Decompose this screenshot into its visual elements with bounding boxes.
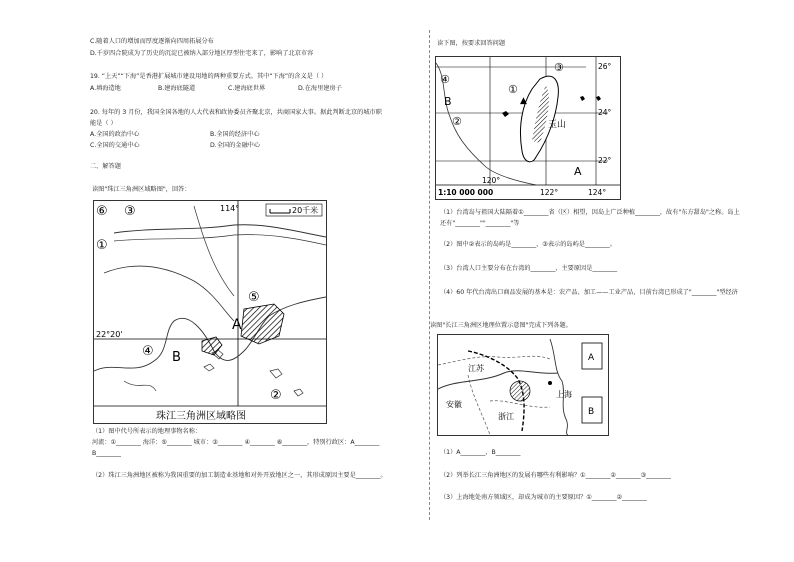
q19-option-c: C.建海底世界 bbox=[228, 85, 266, 92]
question-20-cont: 能是（ ） bbox=[90, 120, 117, 127]
map2-lat-24: 24° bbox=[598, 108, 612, 117]
yangtze-delta-map bbox=[437, 334, 609, 436]
option-c: C.随着人口的增加而厚度逐渐向四周拓展分布 bbox=[90, 38, 214, 45]
map2-lon-122: 122° bbox=[540, 188, 559, 197]
question-22-intro: 读图"长江三角洲区地理位置示意图"完成下列各题。 bbox=[430, 322, 572, 329]
q19-option-b: B.建海底隧道 bbox=[158, 85, 196, 92]
question-22-1: （1）A________，B________ bbox=[440, 449, 521, 456]
question-21-1: （1）图中代号所表示的地理事物名称： bbox=[92, 428, 202, 435]
map2-lon-120: 120° bbox=[482, 176, 501, 185]
map1-label-6: ⑥ bbox=[96, 204, 108, 219]
right-q2: （2）图中②表示的岛屿是________，③表示的岛屿是________。 bbox=[440, 241, 616, 248]
map1-latitude: 22°20' bbox=[96, 330, 123, 339]
map2-label-a: A bbox=[574, 165, 582, 178]
map2-scale: 1:10 000 000 bbox=[438, 188, 494, 197]
map2-label-yushan: 玉山 bbox=[548, 120, 567, 130]
map1-caption: 珠江三角洲区域略图 bbox=[156, 411, 246, 422]
option-d: D.千岁四合院成为了历史的沉淀已被纳入部分地区厚型住宅来了，影响了北京市容 bbox=[90, 50, 314, 57]
map3-label-jiangsu: 江苏 bbox=[468, 364, 484, 373]
map2-label-3: ③ bbox=[554, 61, 564, 74]
map3-label-zhejiang: 浙江 bbox=[498, 412, 514, 421]
taiwan-map bbox=[435, 56, 621, 200]
map1-label-b: B bbox=[172, 350, 181, 365]
map1-label-5: ⑤ bbox=[248, 290, 260, 305]
map2-lon-124: 124° bbox=[588, 188, 607, 197]
section-heading: 二、解答题 bbox=[90, 163, 121, 170]
pearl-river-delta-map bbox=[93, 200, 327, 424]
map1-label-a: A bbox=[232, 317, 242, 333]
question-21-1-blanks: 河流：①________ 海洋：⑤________ 城市：③________ ④________ ⑥________，特别行政区：A________ bbox=[92, 439, 380, 446]
q20-option-b: B.全国的经济中心 bbox=[210, 131, 260, 138]
map3-box-a: A bbox=[588, 353, 595, 363]
right-q1: （1）台湾岛与祖国大陆隔着①________省（区）相望，因岛上广泛种植________，故有"东方甜岛"之称。岛上 bbox=[440, 209, 740, 216]
question-20: 20. 每年的 3 月份，我国全国各地的人大代表和政协委员齐聚北京，共商国家大事。据此判断北京的城市职 bbox=[90, 109, 382, 116]
yangtze-delta-map-drawing bbox=[438, 335, 608, 435]
map2-peak-icon: ▲ bbox=[520, 96, 527, 106]
right-q4: （4）60 年代台湾出口商品发展的基本是：农产品、加工——工业产品，目前台湾已形成了"________"型经济 bbox=[440, 289, 738, 296]
question-19: 19. “上天”“下海”是香港扩展城市建设用地的两种重要方式。其中“下海”的含义是（ ） bbox=[90, 73, 328, 80]
question-22-3: （3）上海地处南方领域区，却成为城市的主要原因？①________②________ bbox=[440, 494, 647, 501]
map3-box-b: B bbox=[588, 407, 595, 417]
taiwan-map-drawing bbox=[436, 57, 620, 199]
map3-label-shanghai: 上海 bbox=[556, 390, 572, 399]
q19-option-d: D.在海里建房子 bbox=[298, 85, 342, 92]
map1-scale: 20千米 bbox=[292, 206, 319, 215]
map1-label-4: ④ bbox=[142, 344, 154, 359]
map1-label-2: ② bbox=[270, 388, 282, 403]
q20-option-d: D.全国的金融中心 bbox=[210, 142, 261, 149]
map2-lat-22: 22° bbox=[598, 156, 612, 165]
q20-option-a: A.全国的政治中心 bbox=[90, 131, 140, 138]
q19-option-a: A.填海造地 bbox=[90, 85, 121, 92]
question-21-intro: 读图"珠江三角洲区域略图"，回答： bbox=[92, 186, 191, 193]
map2-label-2: ② bbox=[452, 115, 462, 128]
map1-longitude: 114° bbox=[220, 204, 240, 213]
column-divider bbox=[429, 30, 430, 520]
map3-label-anhui: 安徽 bbox=[446, 400, 462, 409]
map1-label-1: ① bbox=[96, 238, 108, 253]
right-q1-cont: 还有"________""________"等 bbox=[440, 220, 520, 227]
map2-label-4: ④ bbox=[440, 73, 450, 86]
map2-lat-26: 26° bbox=[598, 62, 612, 71]
map2-label-b: B bbox=[444, 95, 452, 108]
right-intro: 读下图，按要求回答问题 bbox=[437, 40, 506, 47]
question-21-2: （2）珠江三角洲地区被称为我国重要的加工制造业基地和对外开放地区之一，其形成原因主要是________。 bbox=[92, 472, 387, 479]
map2-label-1: ① bbox=[508, 83, 518, 96]
question-21-1-blanks-b: B________ bbox=[92, 450, 121, 457]
right-q3: （3）台湾人口主要分布在台湾的________，主要原因是________ bbox=[440, 265, 618, 272]
question-22-2: （2）列举长江三角洲地区的发展有哪些有利影响？①________②________③________ bbox=[440, 472, 671, 479]
pearl-river-delta-map-drawing bbox=[94, 201, 326, 423]
q20-option-c: C.全国的交通中心 bbox=[90, 142, 140, 149]
map1-label-3: ③ bbox=[124, 204, 136, 219]
